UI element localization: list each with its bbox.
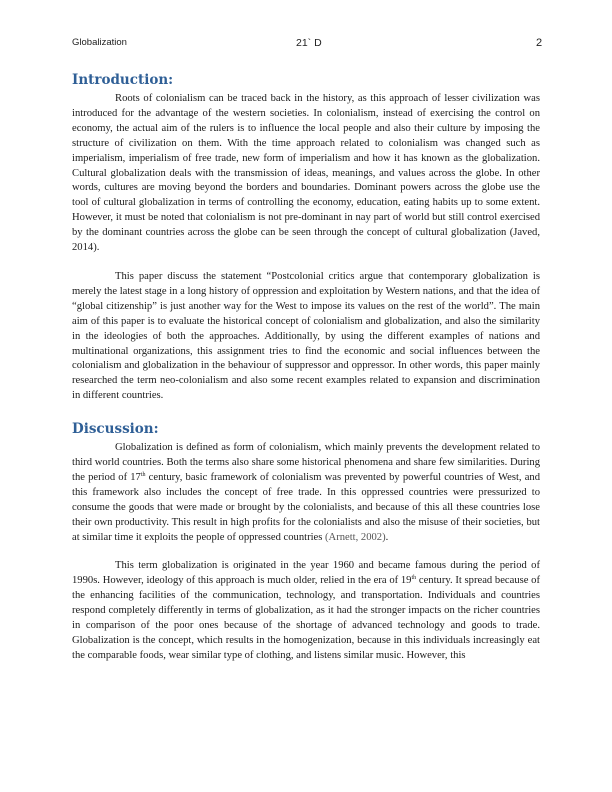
discussion-paragraph-1: [72, 441, 540, 545]
discussion-heading: Discussion:: [72, 421, 159, 438]
introduction-section: [72, 72, 540, 404]
discussion-section: [72, 421, 540, 664]
citation-arnett: (Arnett, 2002): [325, 531, 386, 543]
superscript-th: th: [140, 471, 146, 478]
discussion-p1-text-a: Globalization is defined as form of colonialism, which mainly prevents the development related to third world countries. Both the terms also share some historical phenomena and share few similarities. During the period of 17: [72, 442, 540, 483]
intro-paragraph-1: Roots of colonialism can be traced back in the history, as this approach of lesser civilization was introduced for the advantage of the western societies. In colonialism, instead of exercising the control on economy, the actual aim of the rulers is to influence the local people and also their culture by imposing the structure of civilization on them. With the time approach related to colonialism was changed such as imperialism, imperialism of free trade, new form of imperialism and how it has known as the globalization. Cultural globalization deals with the transmission of ideas, meanings, and values across the globe. In other words, cultures are moving beyond the borders and boundaries. Dominant powers across the globe use the tool of cultural globalization in terms of controlling the economy, education, eating habits up to some extent. However, it must be noted that colonialism is not pre-dominant in nay part of world but still control exercised by the dominant countries across the globe can be seen through the concept of cultural globalization (Javed, 2014).: [72, 93, 540, 254]
intro-paragraph-2: This paper discuss the statement “Postcolonial critics argue that contemporary globalization is merely the latest stage in a long history of oppression and exploitation by Western nations, and that the idea of “global citizenship” is just another way for the West to impose its values on the rest of the world”. The main aim of this paper is to evaluate the historical concept of colonialism and globalization, and also the similarity in the ideologies of both the approaches. Additionally, by using the different examples of nations and multinational organizations, this assignment tries to find the economic and social influences between the colonialism and globalization in the behaviour of suppressor and oppressor. In other words, this paper mainly researched the term neo-colonialism and also some recent examples related to expansion and discrimination in different countries.: [72, 270, 540, 402]
page-number: 2: [536, 37, 543, 49]
discussion-p1-text-b: century, basic framework of colonialism was prevented by powerful countries of West, and this framework also includes the concept of free trade. In this oppressed countries were pressurized to consume the goods that were made or brought by the colonialists, and because of this all these countries lose their own productivity. This result in high profits for the colonialists and also the misuse of their societies, but at similar time it exploits the people of oppressed countries: [72, 471, 540, 543]
discussion-p2-text-a: This term globalization is originated in the year 1960 and became famous during the period of 1990s. However, ideology of this approach is much older, relied in the era of 19: [72, 560, 540, 587]
discussion-p1-text-c: .: [385, 531, 389, 543]
header-center-text: 21` D: [296, 37, 322, 49]
discussion-paragraph-2: [72, 559, 540, 663]
header-title: Globalization: [72, 37, 127, 48]
document-body: [72, 72, 540, 664]
discussion-p2-text-b: century. It spread because of the enhancing facilities of the communication, technology, and transportation. Individuals and countries respond completely differently in terms of globalization, as it had the stronger impacts on the richer countries in comparison of the poor ones because of the shortage of advanced technology and goods to trade. Globalization is the concept, which results in the homogenization, because in this individuals increasingly eat the comparable foods, wear similar type of clothing, and listens similar music. However, this: [72, 575, 540, 661]
introduction-heading: Introduction:: [72, 72, 174, 88]
superscript-th: th: [411, 575, 417, 582]
